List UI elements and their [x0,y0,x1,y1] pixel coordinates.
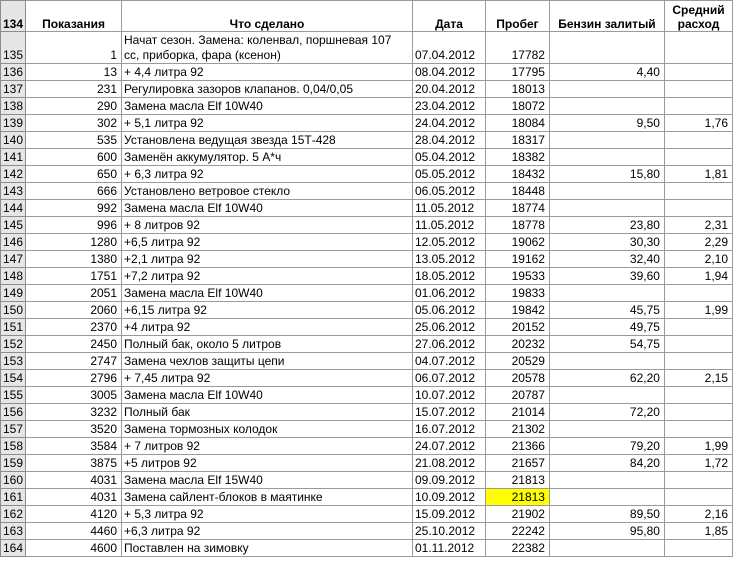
cell-what-done[interactable]: Установлена ведущая звезда 15Т-428 [122,132,413,149]
cell-what-done[interactable]: +7,2 литра 92 [122,268,413,285]
cell-avg-consumption[interactable]: 1,72 [664,455,732,472]
row-header[interactable]: 145 [1,217,26,234]
cell-date[interactable]: 05.04.2012 [413,149,486,166]
header-row [1,1,733,32]
cell-avg-consumption[interactable] [664,421,732,438]
cell-what-done[interactable]: Замена сайлент-блоков в маятинке [122,489,413,506]
cell-date[interactable]: 16.07.2012 [413,421,486,438]
cell-reading[interactable]: 302 [26,115,122,132]
cell-date[interactable]: 01.06.2012 [413,285,486,302]
row-header[interactable]: 147 [1,251,26,268]
cell-reading[interactable]: 3520 [26,421,122,438]
cell-reading[interactable]: 3584 [26,438,122,455]
table-row [1,200,733,217]
table-row [1,523,733,540]
cell-mileage[interactable]: 20578 [485,370,549,387]
cell-fuel[interactable] [549,200,664,217]
cell-avg-consumption[interactable]: 1,81 [664,166,732,183]
cell-reading[interactable]: 1380 [26,251,122,268]
cell-reading[interactable]: 1751 [26,268,122,285]
cell-avg-consumption[interactable]: 1,99 [664,438,732,455]
table-row [1,32,733,64]
cell-avg-consumption[interactable]: 2,16 [664,506,732,523]
row-header[interactable]: 135 [1,32,26,64]
table-row [1,183,733,200]
table-row [1,404,733,421]
cell-reading[interactable]: 2450 [26,336,122,353]
cell-mileage[interactable]: 20529 [485,353,549,370]
cell-fuel[interactable]: 62,20 [549,370,664,387]
row-header[interactable]: 156 [1,404,26,421]
header-what-done[interactable]: Что сделано [122,1,413,32]
cell-avg-consumption[interactable]: 1,99 [664,302,732,319]
cell-reading[interactable]: 4120 [26,506,122,523]
cell-date[interactable]: 21.08.2012 [413,455,486,472]
cell-avg-consumption[interactable] [664,489,732,506]
cell-mileage[interactable]: 18774 [485,200,549,217]
cell-fuel[interactable]: 45,75 [549,302,664,319]
cell-what-done[interactable]: Замена масла Elf 15W40 [122,472,413,489]
cell-what-done[interactable]: Установлено ветровое стекло [122,183,413,200]
cell-date[interactable]: 24.07.2012 [413,438,486,455]
cell-mileage[interactable]: 21813 [485,472,549,489]
cell-fuel[interactable] [549,540,664,557]
cell-fuel[interactable]: 49,75 [549,319,664,336]
table-row [1,302,733,319]
cell-reading[interactable]: 2796 [26,370,122,387]
cell-what-done[interactable]: +6,15 литра 92 [122,302,413,319]
cell-avg-consumption[interactable] [664,149,732,166]
cell-reading[interactable]: 600 [26,149,122,166]
cell-date[interactable]: 13.05.2012 [413,251,486,268]
cell-reading[interactable]: 13 [26,64,122,81]
cell-fuel[interactable]: 79,20 [549,438,664,455]
row-header[interactable]: 140 [1,132,26,149]
table-row [1,217,733,234]
cell-reading[interactable]: 535 [26,132,122,149]
cell-fuel[interactable] [549,32,664,64]
table-row [1,285,733,302]
row-header[interactable]: 158 [1,438,26,455]
cell-mileage[interactable]: 18013 [485,81,549,98]
cell-fuel[interactable]: 72,20 [549,404,664,421]
cell-avg-consumption[interactable] [664,183,732,200]
cell-mileage[interactable]: 21366 [485,438,549,455]
cell-date[interactable]: 10.09.2012 [413,489,486,506]
cell-mileage[interactable]: 21302 [485,421,549,438]
cell-avg-consumption[interactable]: 1,76 [664,115,732,132]
cell-fuel[interactable]: 95,80 [549,523,664,540]
cell-reading[interactable]: 3232 [26,404,122,421]
cell-reading[interactable]: 4460 [26,523,122,540]
cell-reading[interactable]: 996 [26,217,122,234]
cell-fuel[interactable]: 39,60 [549,268,664,285]
cell-reading[interactable]: 2051 [26,285,122,302]
cell-fuel[interactable]: 23,80 [549,217,664,234]
cell-what-done[interactable]: +6,3 литра 92 [122,523,413,540]
cell-date[interactable]: 27.06.2012 [413,336,486,353]
cell-fuel[interactable] [549,183,664,200]
row-header[interactable]: 161 [1,489,26,506]
row-header[interactable]: 141 [1,149,26,166]
cell-avg-consumption[interactable] [664,540,732,557]
row-header[interactable]: 136 [1,64,26,81]
cell-avg-consumption[interactable] [664,285,732,302]
cell-reading[interactable]: 2060 [26,302,122,319]
cell-mileage[interactable]: 18382 [485,149,549,166]
cell-what-done[interactable]: + 8 литров 92 [122,217,413,234]
cell-date[interactable]: 09.09.2012 [413,472,486,489]
row-header[interactable]: 149 [1,285,26,302]
cell-fuel[interactable] [549,489,664,506]
cell-date[interactable]: 25.06.2012 [413,319,486,336]
header-mileage[interactable]: Пробег [485,1,549,32]
cell-date[interactable]: 20.04.2012 [413,81,486,98]
cell-fuel[interactable]: 84,20 [549,455,664,472]
cell-what-done[interactable]: + 7 литров 92 [122,438,413,455]
row-header[interactable]: 142 [1,166,26,183]
cell-date[interactable]: 07.04.2012 [413,32,486,64]
cell-mileage[interactable]: 18084 [485,115,549,132]
cell-what-done[interactable]: Замена чехлов защиты цепи [122,353,413,370]
cell-reading[interactable]: 4031 [26,472,122,489]
cell-what-done[interactable]: + 4,4 литра 92 [122,64,413,81]
cell-date[interactable]: 01.11.2012 [413,540,486,557]
cell-mileage[interactable]: 19533 [485,268,549,285]
cell-avg-consumption[interactable] [664,200,732,217]
cell-date[interactable]: 08.04.2012 [413,64,486,81]
cell-what-done[interactable]: +2,1 литра 92 [122,251,413,268]
row-header[interactable]: 148 [1,268,26,285]
table-row [1,149,733,166]
cell-fuel[interactable] [549,387,664,404]
cell-reading[interactable]: 3005 [26,387,122,404]
cell-fuel[interactable]: 54,75 [549,336,664,353]
row-header[interactable]: 157 [1,421,26,438]
table-row [1,234,733,251]
cell-fuel[interactable]: 9,50 [549,115,664,132]
cell-what-done[interactable]: + 7,45 литра 92 [122,370,413,387]
cell-mileage[interactable]: 18317 [485,132,549,149]
row-header[interactable]: 137 [1,81,26,98]
row-header[interactable]: 150 [1,302,26,319]
cell-avg-consumption[interactable] [664,319,732,336]
table-row [1,421,733,438]
cell-reading[interactable]: 992 [26,200,122,217]
cell-reading[interactable]: 4600 [26,540,122,557]
cell-mileage[interactable]: 20787 [485,387,549,404]
row-header[interactable]: 146 [1,234,26,251]
table-row [1,98,733,115]
cell-avg-consumption[interactable] [664,404,732,421]
cell-avg-consumption[interactable] [664,472,732,489]
cell-reading[interactable]: 2747 [26,353,122,370]
cell-mileage[interactable]: 21657 [485,455,549,472]
row-header[interactable]: 164 [1,540,26,557]
cell-mileage[interactable]: 19162 [485,251,549,268]
cell-date[interactable]: 15.09.2012 [413,506,486,523]
cell-avg-consumption[interactable] [664,32,732,64]
cell-avg-consumption[interactable] [664,64,732,81]
cell-date[interactable]: 05.06.2012 [413,302,486,319]
cell-mileage[interactable]: 18072 [485,98,549,115]
cell-reading[interactable]: 231 [26,81,122,98]
table-row [1,81,733,98]
cell-date[interactable]: 28.04.2012 [413,132,486,149]
cell-reading[interactable]: 1280 [26,234,122,251]
row-header[interactable]: 159 [1,455,26,472]
cell-avg-consumption[interactable]: 2,10 [664,251,732,268]
cell-date[interactable]: 15.07.2012 [413,404,486,421]
row-header[interactable]: 163 [1,523,26,540]
cell-avg-consumption[interactable]: 2,29 [664,234,732,251]
cell-what-done[interactable]: + 5,1 литра 92 [122,115,413,132]
table-row [1,353,733,370]
table-row [1,64,733,81]
cell-avg-consumption[interactable]: 2,31 [664,217,732,234]
cell-what-done[interactable]: Замена тормозных колодок [122,421,413,438]
cell-fuel[interactable]: 89,50 [549,506,664,523]
cell-what-done[interactable]: Регулировка зазоров клапанов. 0,04/0,05 [122,81,413,98]
cell-date[interactable]: 05.05.2012 [413,166,486,183]
row-header[interactable]: 160 [1,472,26,489]
cell-what-done[interactable]: Замена масла Elf 10W40 [122,285,413,302]
cell-what-done[interactable]: +6,5 литра 92 [122,234,413,251]
header-fuel[interactable]: Бензин залитый [549,1,664,32]
cell-mileage[interactable]: 18432 [485,166,549,183]
cell-what-done[interactable]: Замена масла Elf 10W40 [122,200,413,217]
cell-avg-consumption[interactable] [664,81,732,98]
cell-avg-consumption[interactable]: 1,94 [664,268,732,285]
row-header[interactable]: 155 [1,387,26,404]
cell-fuel[interactable]: 32,40 [549,251,664,268]
cell-fuel[interactable]: 15,80 [549,166,664,183]
table-row [1,540,733,557]
row-header[interactable]: 154 [1,370,26,387]
table-row [1,370,733,387]
cell-date[interactable]: 24.04.2012 [413,115,486,132]
table-row [1,115,733,132]
cell-what-done[interactable]: Заменён аккумулятор. 5 А*ч [122,149,413,166]
cell-what-done[interactable]: Замена масла Elf 10W40 [122,98,413,115]
cell-what-done[interactable]: Замена масла Elf 10W40 [122,387,413,404]
cell-mileage[interactable]: 20152 [485,319,549,336]
cell-fuel[interactable]: 4,40 [549,64,664,81]
cell-fuel[interactable] [549,81,664,98]
table-row [1,489,733,506]
cell-what-done[interactable]: Начат сезон. Замена: коленвал, поршневая 107 сс, приборка, фара (ксенон) [122,32,413,64]
cell-reading[interactable]: 290 [26,98,122,115]
cell-date[interactable]: 11.05.2012 [413,217,486,234]
cell-fuel[interactable] [549,132,664,149]
table-row [1,268,733,285]
header-avg-consumption[interactable]: Средний расход [664,1,732,32]
table-row [1,336,733,353]
table-row [1,387,733,404]
cell-avg-consumption[interactable] [664,132,732,149]
cell-mileage[interactable]: 17782 [485,32,549,64]
cell-mileage[interactable]: 19833 [485,285,549,302]
row-header[interactable]: 134 [1,1,26,32]
cell-date[interactable]: 10.07.2012 [413,387,486,404]
cell-mileage[interactable]: 17795 [485,64,549,81]
cell-mileage[interactable]: 22242 [485,523,549,540]
cell-date[interactable]: 12.05.2012 [413,234,486,251]
cell-reading[interactable]: 4031 [26,489,122,506]
cell-reading[interactable]: 2370 [26,319,122,336]
table-row [1,472,733,489]
cell-reading[interactable]: 666 [26,183,122,200]
row-header[interactable]: 162 [1,506,26,523]
cell-date[interactable]: 04.07.2012 [413,353,486,370]
cell-date[interactable]: 25.10.2012 [413,523,486,540]
cell-date[interactable]: 06.05.2012 [413,183,486,200]
cell-date[interactable]: 11.05.2012 [413,200,486,217]
table-row [1,319,733,336]
cell-fuel[interactable] [549,98,664,115]
cell-what-done[interactable]: +4 литра 92 [122,319,413,336]
row-header[interactable]: 144 [1,200,26,217]
cell-mileage[interactable]: 22382 [485,540,549,557]
header-readings[interactable]: Показания [26,1,122,32]
cell-date[interactable]: 23.04.2012 [413,98,486,115]
row-header[interactable]: 152 [1,336,26,353]
row-header[interactable]: 151 [1,319,26,336]
row-header[interactable]: 138 [1,98,26,115]
cell-avg-consumption[interactable]: 1,85 [664,523,732,540]
cell-date[interactable]: 06.07.2012 [413,370,486,387]
header-date[interactable]: Дата [413,1,486,32]
row-header[interactable]: 139 [1,115,26,132]
cell-reading[interactable]: 3875 [26,455,122,472]
cell-mileage[interactable]: 21813 [485,489,549,506]
cell-reading[interactable]: 650 [26,166,122,183]
table-row [1,251,733,268]
cell-mileage[interactable]: 18448 [485,183,549,200]
cell-date[interactable]: 18.05.2012 [413,268,486,285]
cell-avg-consumption[interactable] [664,336,732,353]
cell-fuel[interactable]: 30,30 [549,234,664,251]
table-row [1,438,733,455]
cell-mileage[interactable]: 19842 [485,302,549,319]
cell-fuel[interactable] [549,421,664,438]
table-row [1,166,733,183]
table-row [1,132,733,149]
row-header[interactable]: 143 [1,183,26,200]
cell-mileage[interactable]: 18778 [485,217,549,234]
cell-mileage[interactable]: 21902 [485,506,549,523]
cell-what-done[interactable]: Полный бак, около 5 литров [122,336,413,353]
cell-what-done[interactable]: + 5,3 литра 92 [122,506,413,523]
cell-mileage[interactable]: 20232 [485,336,549,353]
cell-mileage[interactable]: 21014 [485,404,549,421]
cell-reading[interactable]: 1 [26,32,122,64]
table-row [1,455,733,472]
cell-fuel[interactable] [549,285,664,302]
cell-mileage[interactable]: 19062 [485,234,549,251]
cell-avg-consumption[interactable] [664,387,732,404]
cell-what-done[interactable]: Поставлен на зимовку [122,540,413,557]
cell-avg-consumption[interactable]: 2,15 [664,370,732,387]
cell-fuel[interactable] [549,472,664,489]
cell-fuel[interactable] [549,149,664,166]
cell-what-done[interactable]: + 6,3 литра 92 [122,166,413,183]
table-row [1,506,733,523]
cell-what-done[interactable]: +5 литров 92 [122,455,413,472]
cell-fuel[interactable] [549,353,664,370]
cell-what-done[interactable]: Полный бак [122,404,413,421]
cell-avg-consumption[interactable] [664,353,732,370]
row-header[interactable]: 153 [1,353,26,370]
cell-avg-consumption[interactable] [664,98,732,115]
